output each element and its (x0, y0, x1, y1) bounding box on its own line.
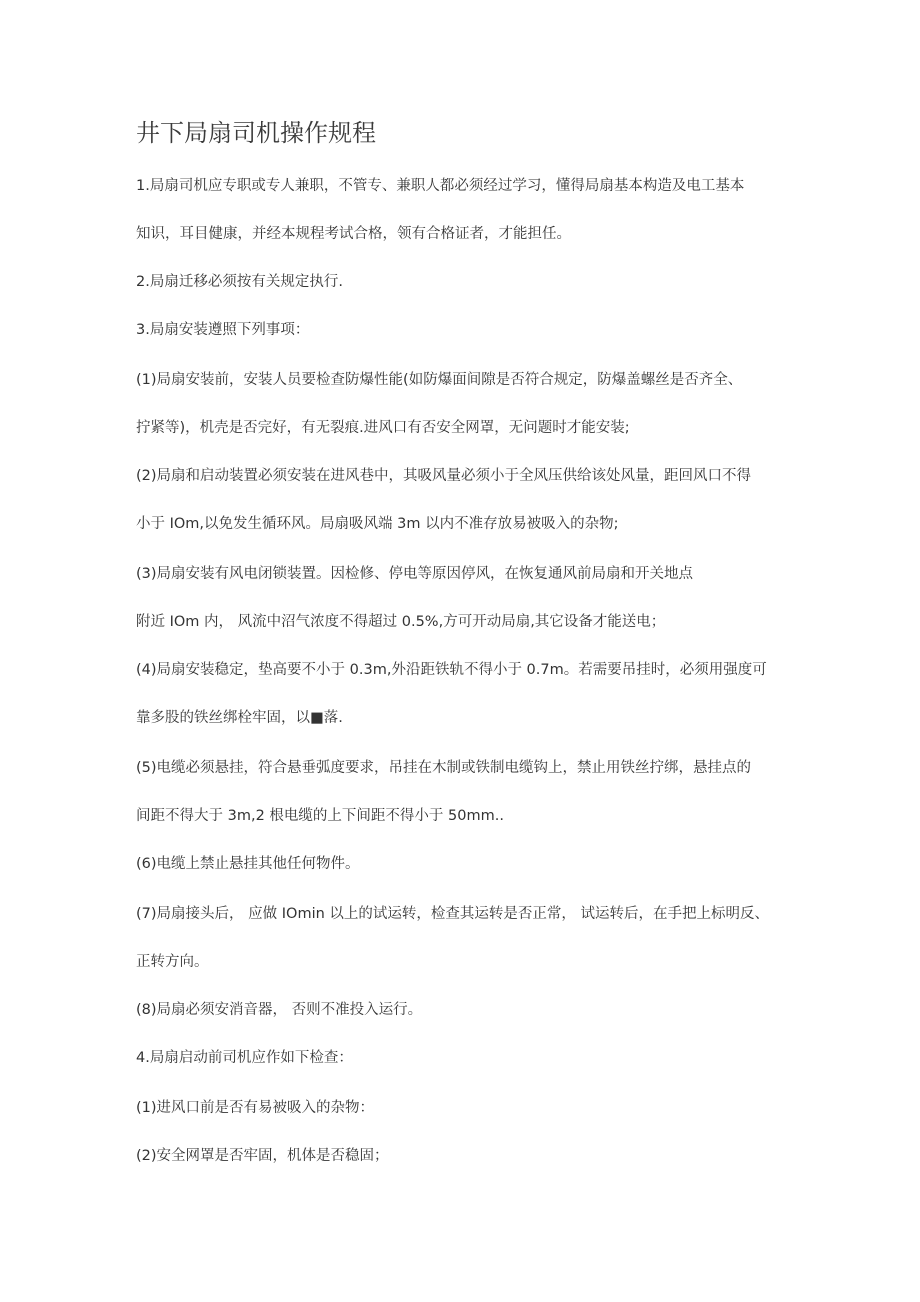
paragraph-line: 拧紧等)，机壳是否完好，有无裂痕.进风口有否安全网罩，无问题时才能安装; (136, 420, 630, 436)
paragraph-line: (8)局扇必须安消音器， 否则不准投入运行。 (136, 1002, 423, 1018)
paragraph-line: 附近 IOm 内， 风流中沼气浓度不得超过 0.5%,方可开动局扇,其它设备才能送电； (136, 614, 666, 630)
paragraph-line: 间距不得大于 3m,2 根电缆的上下间距不得小于 50mm.. (136, 808, 504, 824)
paragraph-line: (1)进风口前是否有易被吸入的杂物： (136, 1100, 375, 1116)
paragraph-line: 1.局扇司机应专职或专人兼职，不管专、兼职人都必须经过学习，懂得局扇基本构造及电工基本 (136, 178, 745, 194)
paragraph-line: (6)电缆上禁止悬挂其他任何物件。 (136, 856, 360, 872)
paragraph-line: 2.局扇迁移必须按有关规定执行. (136, 274, 343, 290)
paragraph-line: (4)局扇安装稳定，垫高要不小于 0.3m,外沿距铁轨不得小于 0.7m。若需要吊挂时，必须用强度可 (136, 662, 767, 678)
paragraph-line: 3.局扇安装遵照下列事项： (136, 322, 310, 338)
document-title: 井下局扇司机操作规程 (136, 119, 376, 147)
paragraph-line: (2)安全网罩是否牢固，机体是否稳固； (136, 1148, 389, 1164)
paragraph-line: (3)局扇安装有风电闭锁装置。因检修、停电等原因停风，在恢复通风前局扇和开关地点 (136, 566, 694, 582)
paragraph-line: 小于 IOm,以免发生循环风。局扇吸风端 3m 以内不准存放易被吸入的杂物; (136, 516, 619, 532)
paragraph-line: (7)局扇接头后， 应做 IOmin 以上的试运转，检查其运转是否正常， 试运转后，在手把上标明反、 (136, 906, 770, 922)
paragraph-line: 4.局扇启动前司机应作如下检查： (136, 1050, 353, 1066)
paragraph-line: 正转方向。 (136, 954, 209, 970)
paragraph-line: (5)电缆必须悬挂，符合悬垂弧度要求，吊挂在木制或铁制电缆钩上，禁止用铁丝拧绑，悬挂点的 (136, 760, 752, 776)
paragraph-line: (2)局扇和启动装置必须安装在进风巷中，其吸风量必须小于全风压供给该处风量，距回风口不得 (136, 468, 752, 484)
paragraph-line: (1)局扇安装前，安装人员要检查防爆性能(如防爆面间隙是否符合规定，防爆盖螺丝是否齐全、 (136, 372, 743, 388)
paragraph-line: 知识，耳目健康，并经本规程考试合格，领有合格证者，才能担任。 (136, 226, 571, 242)
paragraph-line: 靠多股的铁丝绑栓牢固，以■落. (136, 710, 343, 726)
